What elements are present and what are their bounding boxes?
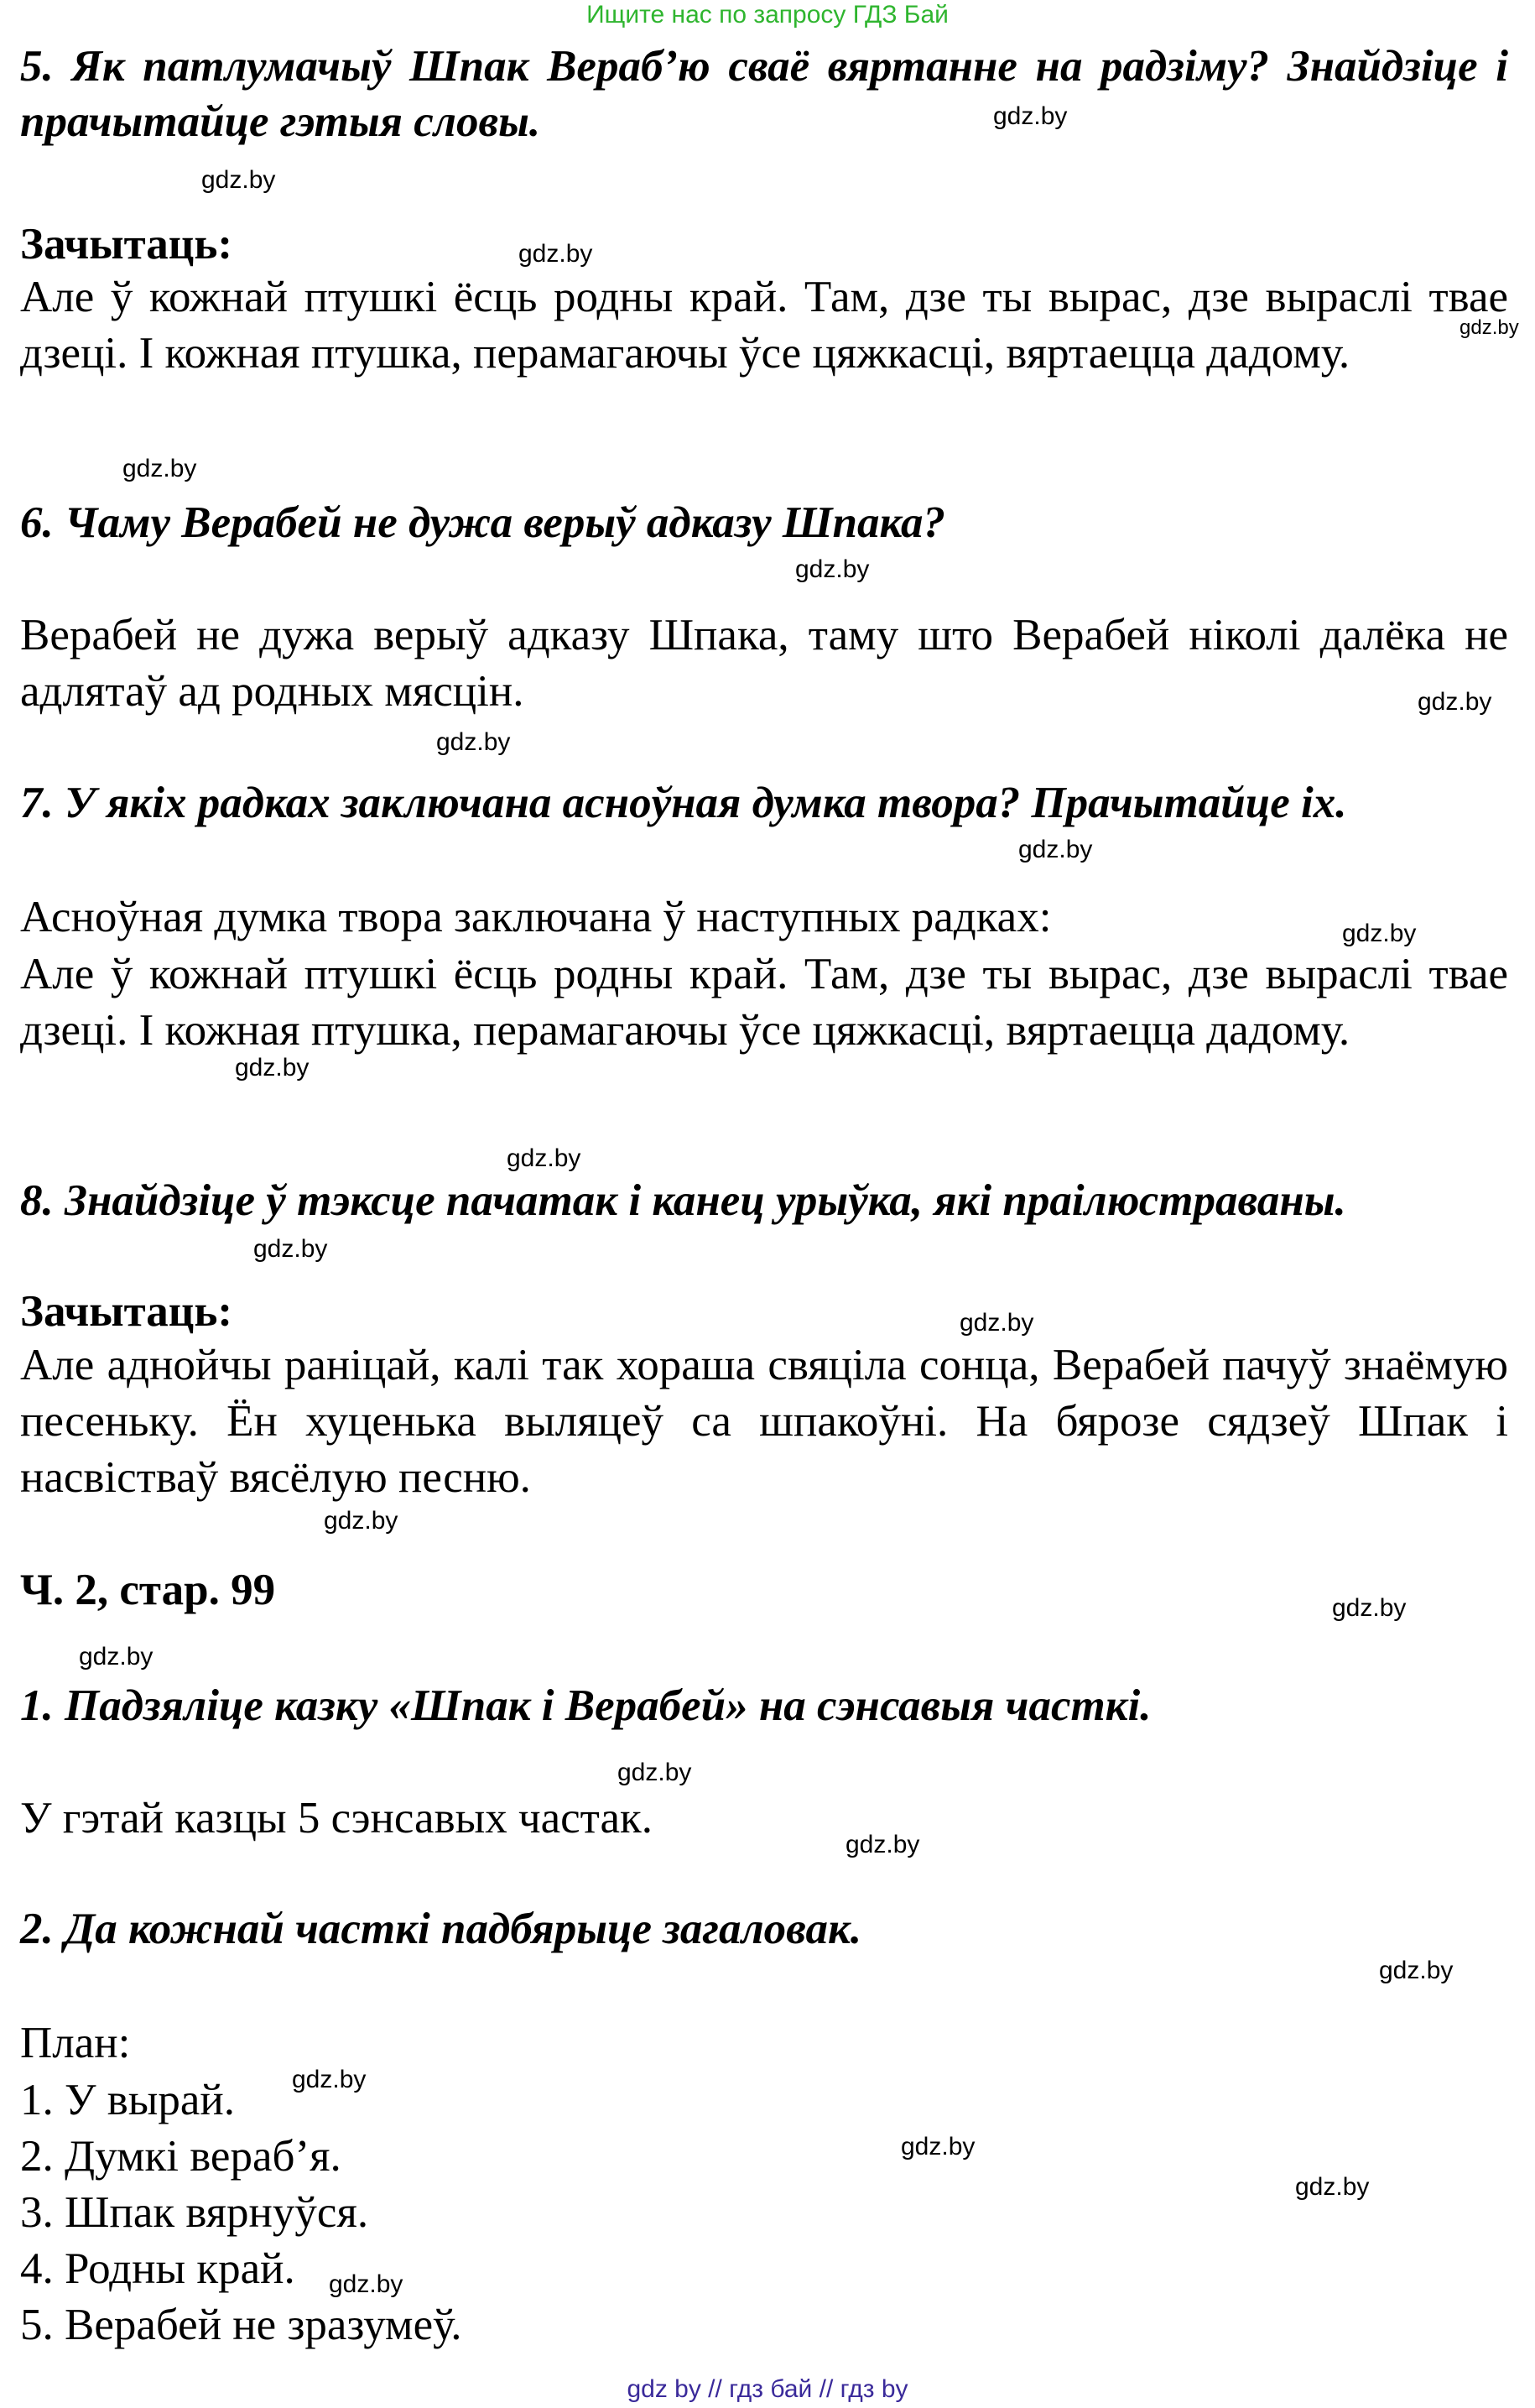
watermark: gdz.by <box>1460 316 1519 339</box>
read-label-8: Зачытаць: <box>20 1287 233 1336</box>
section-question-2: 2. Да кожнай часткі падбярыце загаловак. <box>20 1905 862 1953</box>
watermark: gdz.by <box>960 1309 1034 1337</box>
question-7: 7. У якіх радках заключана асноўная думка твора? Прачытайце іх. <box>20 779 1347 827</box>
watermark: gdz.by <box>901 2133 976 2160</box>
plan-item-4: 4. Родны край. <box>20 2244 295 2293</box>
watermark: gdz.by <box>324 1507 398 1535</box>
plan-item-2: 2. Думкі вераб’я. <box>20 2132 341 2181</box>
answer-7-intro: Асноўная думка твора заключана ў наступных радках: <box>20 893 1052 941</box>
answer-6: Верабей не дужа верыў адказу Шпака, таму што Верабей ніколі далёка не адлятаў ад родных мясцін. <box>20 611 1508 716</box>
section-answer-1: У гэтай казцы 5 сэнсавых частак. <box>20 1794 653 1842</box>
watermark: gdz.by <box>235 1054 310 1082</box>
plan-label: План: <box>20 2019 131 2067</box>
question-8: 8. Знайдзіце ў тэксце пачатак і канец урыўка, які праілюстраваны. <box>20 1176 1346 1225</box>
question-6: 6. Чаму Верабей не дужа верыў адказу Шпака? <box>20 498 946 547</box>
section-heading: Ч. 2, стар. 99 <box>20 1566 276 1614</box>
watermark: gdz.by <box>436 728 511 756</box>
watermark: gdz.by <box>253 1235 328 1263</box>
answer-5: Але ў кожнай птушкі ёсць родны край. Там, дзе ты вырас, дзе выраслі твае дзеці. І кожная птушка, перамагаючы ўсе цяжкасці, вяртаецца дадому. <box>20 273 1508 378</box>
watermark: gdz.by <box>1342 920 1417 947</box>
watermark: gdz.by <box>329 2270 403 2298</box>
plan-item-1: 1. У вырай. <box>20 2076 236 2124</box>
plan-item-3: 3. Шпак вярнуўся. <box>20 2188 369 2237</box>
plan-item-5: 5. Верабей не зразумеў. <box>20 2301 462 2349</box>
watermark: gdz.by <box>507 1144 581 1172</box>
watermark: gdz.by <box>79 1643 154 1670</box>
footer-links[interactable]: gdz by // гдз бай // гдз by <box>627 2375 908 2403</box>
watermark: gdz.by <box>292 2066 367 2093</box>
watermark: gdz.by <box>993 102 1068 130</box>
watermark: gdz.by <box>1332 1594 1407 1622</box>
section-question-1: 1. Падзяліце казку «Шпак і Верабей» на сэнсавыя часткі. <box>20 1681 1152 1730</box>
read-label-5: Зачытаць: <box>20 220 233 268</box>
watermark: gdz.by <box>617 1759 692 1786</box>
question-5: 5. Як патлумачыў Шпак Вераб’ю сваё вяртанне на радзіму? Знайдзіце і прачытайце гэтыя словы. <box>20 42 1508 146</box>
watermark: gdz.by <box>122 455 197 482</box>
watermark: gdz.by <box>1379 1957 1454 1984</box>
watermark: gdz.by <box>846 1831 920 1858</box>
answer-8: Але аднойчы раніцай, калі так хораша свяціла сонца, Верабей пачуў знаёмую песеньку. Ён хуценька выляцеў са шпакоўні. На бярозе сядзеў Шпак і насвістваў вясёлую песню. <box>20 1341 1508 1502</box>
watermark: gdz.by <box>1295 2173 1370 2201</box>
watermark: gdz.by <box>1018 836 1093 863</box>
watermark: gdz.by <box>1418 688 1492 716</box>
top-banner[interactable]: Ищите нас по запросу ГДЗ Бай <box>586 1 949 29</box>
watermark: gdz.by <box>201 166 276 194</box>
watermark: gdz.by <box>518 240 593 268</box>
watermark: gdz.by <box>795 555 870 583</box>
answer-7: Але ў кожнай птушкі ёсць родны край. Там, дзе ты вырас, дзе выраслі твае дзеці. І кожная птушка, перамагаючы ўсе цяжкасці, вяртаецца дадому. <box>20 950 1508 1055</box>
